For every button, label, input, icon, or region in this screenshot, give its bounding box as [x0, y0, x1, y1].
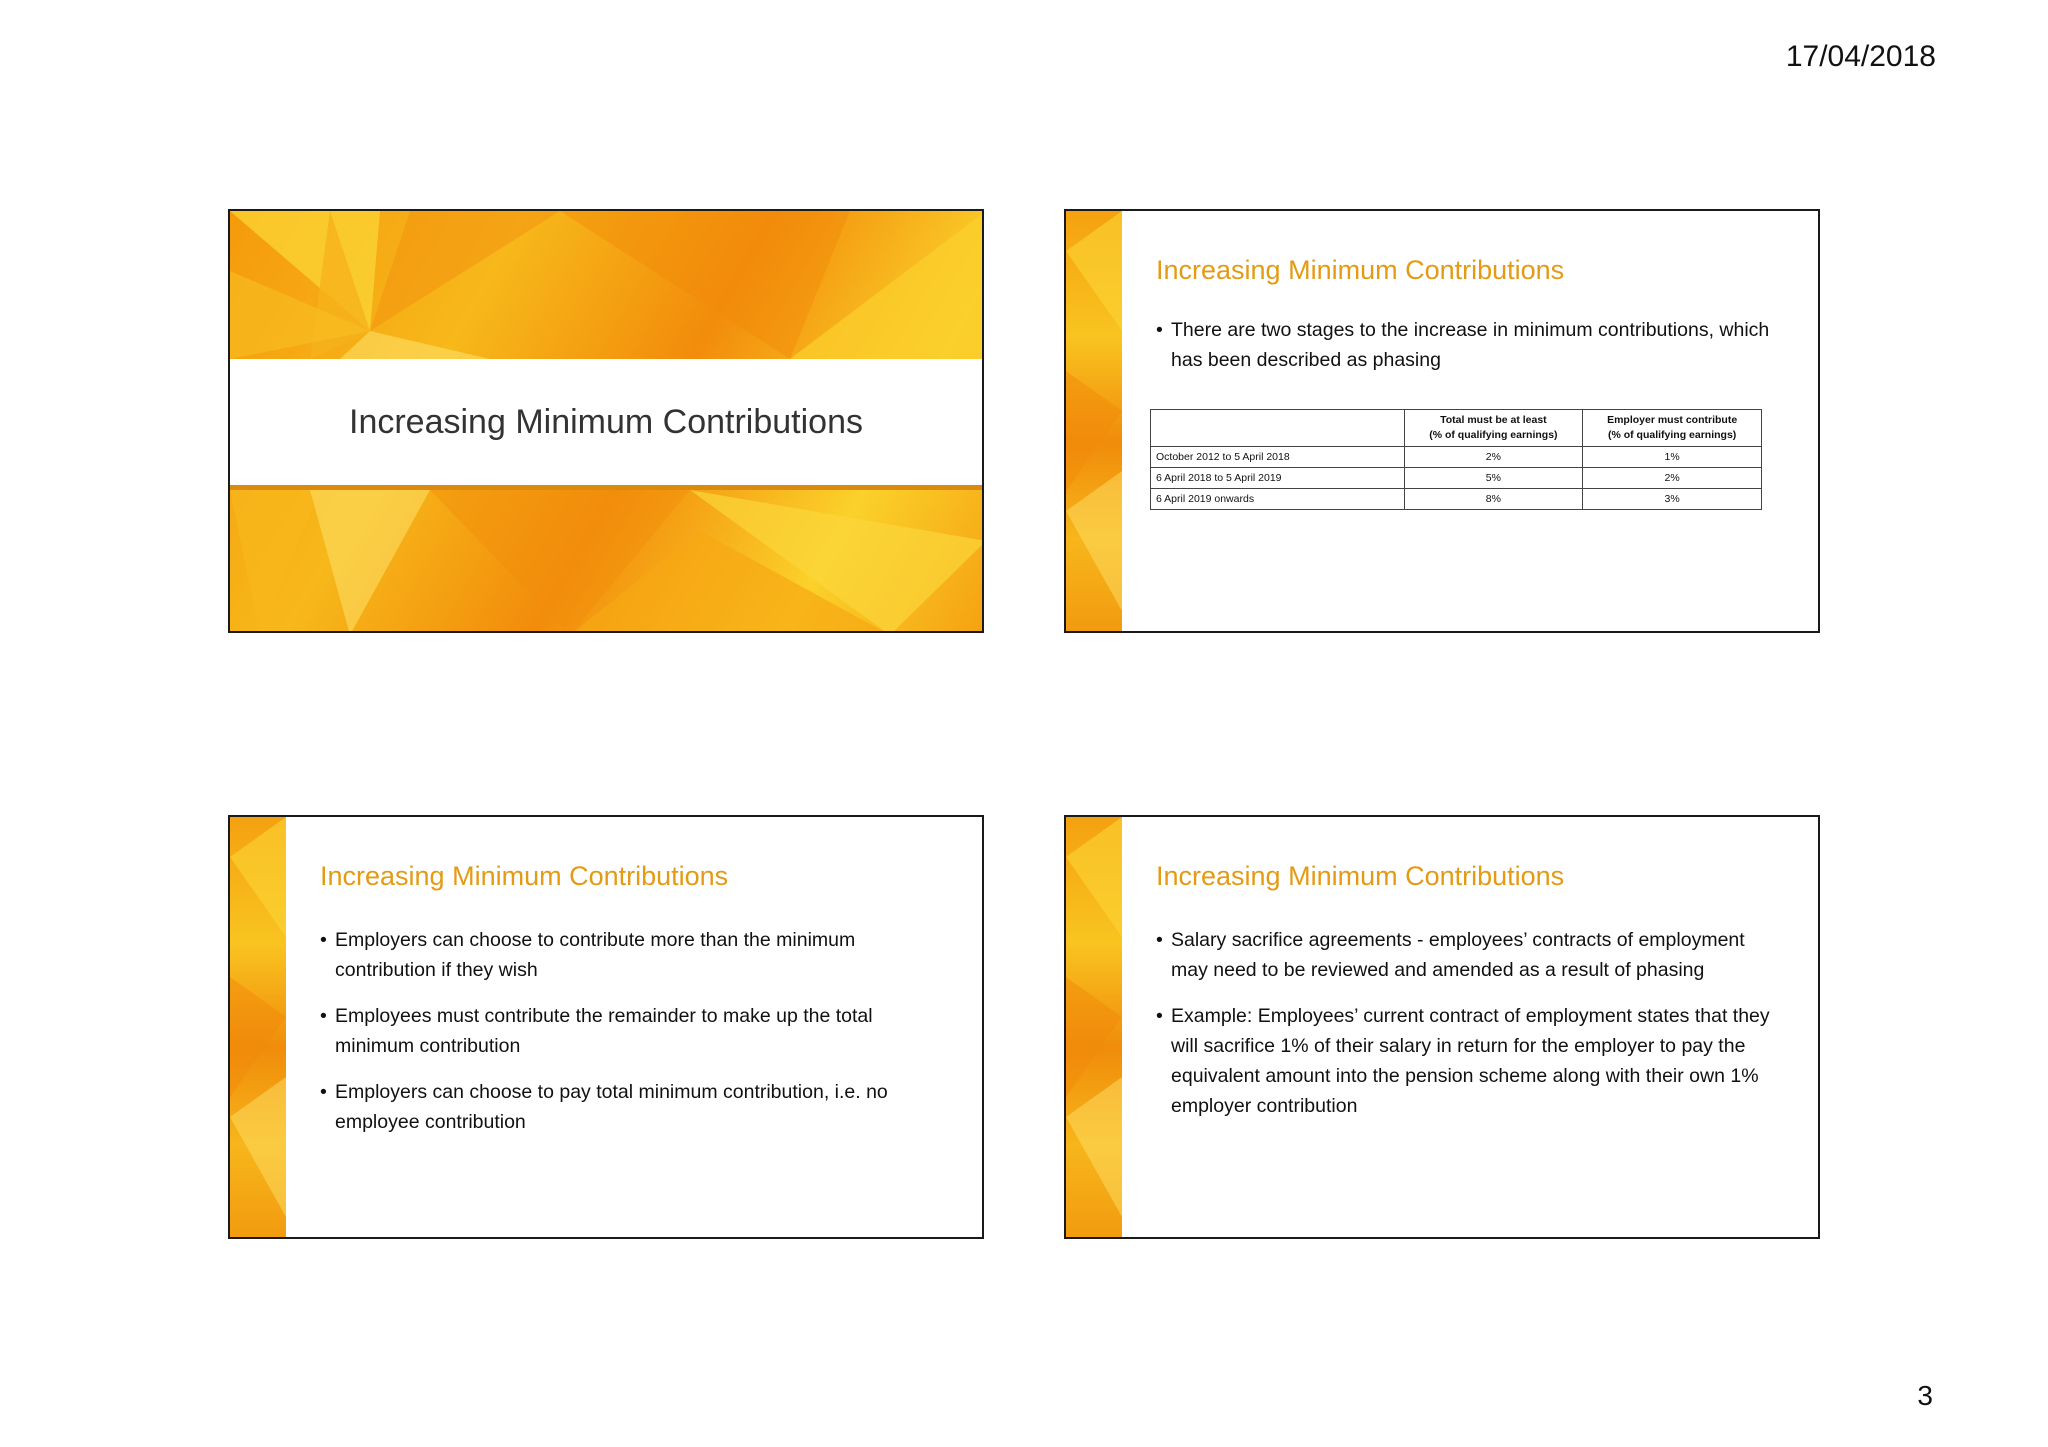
table-header-cell — [1583, 410, 1762, 447]
phasing-table — [1150, 409, 1762, 510]
bullet-list — [1156, 925, 1776, 1137]
table-cell: 6 April 2019 onwards — [1151, 489, 1405, 510]
header-line: (% of qualifying earnings) — [1429, 429, 1558, 441]
header-line: Employer must contribute — [1607, 414, 1738, 426]
page-date: 17/04/2018 — [1785, 40, 1936, 73]
title-band-shadow — [230, 485, 982, 490]
side-accent-bar — [230, 817, 286, 1237]
table-row — [1151, 468, 1762, 489]
table-cell: 2% — [1583, 468, 1762, 489]
bullet-item: • Employees must contribute the remainder to make up the total minimum contribution — [320, 1001, 940, 1061]
slide-heading: Increasing Minimum Contributions — [1156, 861, 1565, 891]
table-header-cell — [1151, 410, 1405, 447]
bullet-item: • Example: Employees’ current contract of employment states that they will sacrifice 1% of their salary in return for the employer to pay the equivalent amount into the pension scheme along with their own 1% employer contribution — [1156, 1001, 1776, 1121]
bullet-item: • Employers can choose to contribute more than the minimum contribution if they wish — [320, 925, 940, 985]
table-row — [1151, 447, 1762, 468]
side-accent-bar — [1066, 211, 1122, 631]
header-line: Total must be at least — [1440, 414, 1547, 426]
bullet-list — [320, 925, 940, 1153]
slide-thumbnail-1[interactable] — [228, 209, 984, 633]
title-band — [230, 359, 982, 485]
table-cell: 8% — [1404, 489, 1583, 510]
side-bar-polygons — [1066, 211, 1122, 633]
table-cell: 1% — [1583, 447, 1762, 468]
slide-heading: Increasing Minimum Contributions — [320, 861, 729, 891]
table-cell: 3% — [1583, 489, 1762, 510]
table-cell: 2% — [1404, 447, 1583, 468]
slide-thumbnail-2[interactable] — [1064, 209, 1820, 633]
header-line: (% of qualifying earnings) — [1607, 429, 1737, 441]
table-header-cell — [1404, 410, 1583, 447]
table-row — [1151, 489, 1762, 510]
bullet-item: • Employers can choose to pay total minimum contribution, i.e. no employee contribution — [320, 1077, 940, 1137]
side-bar-polygons — [1066, 817, 1122, 1239]
table-cell: 5% — [1404, 468, 1583, 489]
slide-heading: Increasing Minimum Contributions — [1156, 255, 1565, 285]
table-cell: October 2012 to 5 April 2018 — [1151, 447, 1405, 468]
page-number: 3 — [1917, 1380, 1933, 1411]
side-bar-polygons — [230, 817, 286, 1239]
slide-thumbnail-3[interactable] — [228, 815, 984, 1239]
bullet-list — [1156, 315, 1776, 391]
table-header-row — [1151, 410, 1762, 447]
slide-thumbnail-4[interactable] — [1064, 815, 1820, 1239]
bullet-item: • Salary sacrifice agreements - employees’ contracts of employment may need to be reviewed and amended as a result of phasing — [1156, 925, 1776, 985]
bullet-item: • There are two stages to the increase in minimum contributions, which has been described as phasing — [1156, 315, 1776, 375]
table-cell: 6 April 2018 to 5 April 2019 — [1151, 468, 1405, 489]
slide-title: Increasing Minimum Contributions — [349, 402, 863, 441]
side-accent-bar — [1066, 817, 1122, 1237]
